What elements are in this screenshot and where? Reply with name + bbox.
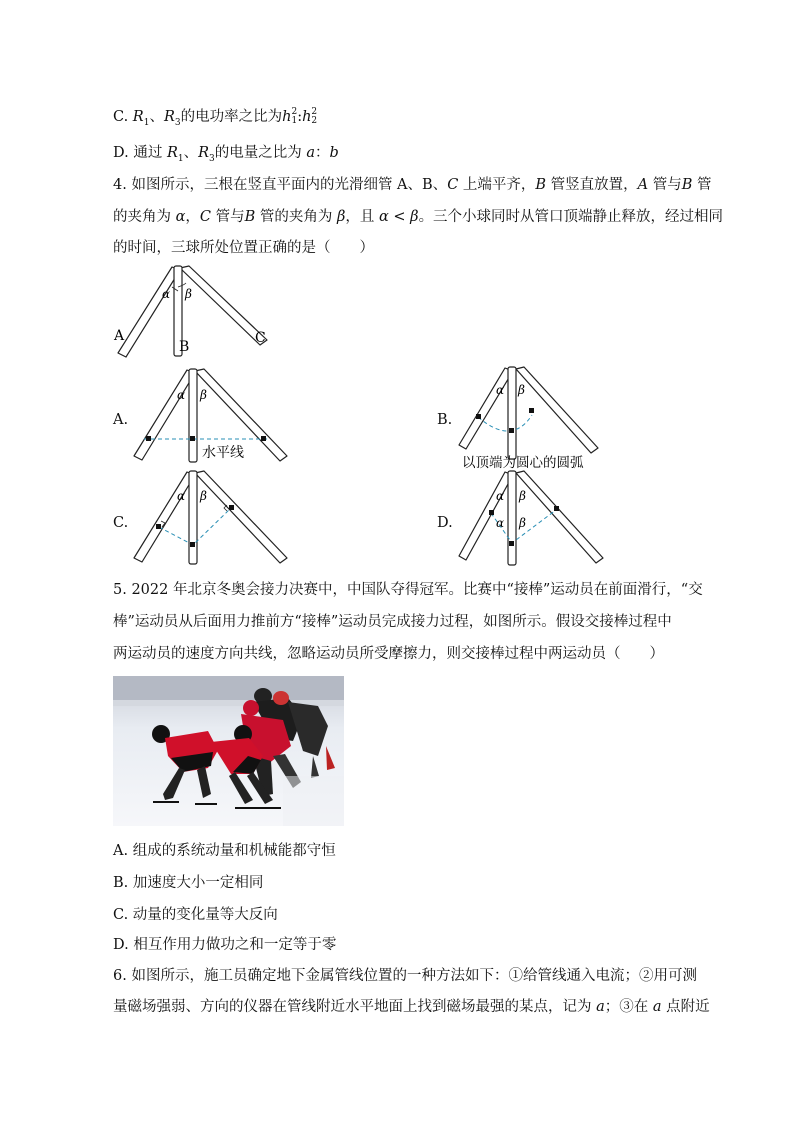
q6-stem-line2: 量磁场强弱、方向的仪器在管线附近水平地面上找到磁场最强的某点，记为 a；③在 a 点附近 bbox=[113, 999, 710, 1015]
opt-c-beta: β bbox=[200, 489, 207, 503]
q4-option-b-figure bbox=[458, 366, 618, 471]
opt-d-alpha: α bbox=[496, 489, 505, 503]
opt-b-alpha: α bbox=[496, 383, 505, 397]
q3-option-d: D. 通过 $R_1$、$R_3$的电量之比为 a：b bbox=[113, 145, 339, 164]
main-label-a: A bbox=[114, 328, 125, 344]
q5-stem-line2: 棒”运动员从后面用力推前方“接棒”运动员完成接力过程，如图所示。假设交接棒过程中 bbox=[113, 614, 672, 630]
tube-a bbox=[118, 267, 180, 357]
opt-a-caption: 水平线 bbox=[202, 445, 244, 461]
q4-main-figure bbox=[112, 265, 282, 360]
q5-option-b: B. 加速度大小一定相同 bbox=[113, 875, 264, 891]
q4-option-a-figure bbox=[132, 368, 292, 468]
opt-b-beta: β bbox=[518, 383, 525, 397]
q3-option-c: C. $R_1$、$R_3$的电功率之比为h 2 1 :h 2 2 bbox=[113, 107, 318, 128]
q4-option-c-figure bbox=[132, 470, 292, 570]
q4-stem-line3: 的时间，三球所处位置正确的是（ ） bbox=[113, 240, 374, 256]
q4-option-a-letter: A. bbox=[113, 412, 129, 428]
main-label-b: B bbox=[179, 339, 190, 355]
opt-d-beta: β bbox=[519, 489, 526, 503]
q5-option-d: D. 相互作用力做功之和一定等于零 bbox=[113, 937, 337, 953]
opt-a-beta: β bbox=[200, 388, 207, 402]
speed-skating-photo bbox=[113, 676, 344, 826]
main-beta-label: β bbox=[185, 287, 192, 301]
opt-c-alpha: α bbox=[177, 489, 186, 503]
opt-a-alpha: α bbox=[177, 388, 186, 402]
main-alpha-label: α bbox=[162, 287, 171, 301]
opt-b-caption: 以顶端为圆心的圆弧 bbox=[462, 455, 584, 471]
q5-stem-line1: 5. 2022 年北京冬奥会接力决赛中，中国队夺得冠军。比赛中“接棒”运动员在前面滑行，“交 bbox=[113, 582, 703, 598]
q5-option-c: C. 动量的变化量等大反向 bbox=[113, 907, 278, 923]
q4-option-c-letter: C. bbox=[113, 515, 129, 531]
q4-option-d-figure bbox=[458, 470, 618, 570]
q4-stem-line2: 的夹角为 α，C 管与B 管的夹角为 β，且 α < β。三个小球同时从管口顶端静止释放，经过相同 bbox=[113, 209, 724, 225]
q4-option-b-letter: B. bbox=[437, 412, 453, 428]
opt-d-beta-lower: β bbox=[519, 516, 526, 530]
tube-c bbox=[180, 266, 267, 345]
opt-d-alpha-lower: α bbox=[496, 516, 505, 530]
q5-stem-line3: 两运动员的速度方向共线，忽略运动员所受摩擦力，则交接棒过程中两运动员（ ） bbox=[113, 646, 664, 662]
q4-stem-line1: 4. 如图所示，三根在竖直平面内的光滑细管 A、B、C 上端平齐，B 管竖直放置，A 管与B 管 bbox=[113, 177, 712, 193]
q5-option-a: A. 组成的系统动量和机械能都守恒 bbox=[113, 843, 336, 859]
main-label-c: C bbox=[255, 330, 266, 346]
q6-stem-line1: 6. 如图所示，施工员确定地下金属管线位置的一种方法如下：①给管线通入电流；②用可测 bbox=[113, 968, 697, 984]
q4-option-d-letter: D. bbox=[437, 515, 453, 531]
